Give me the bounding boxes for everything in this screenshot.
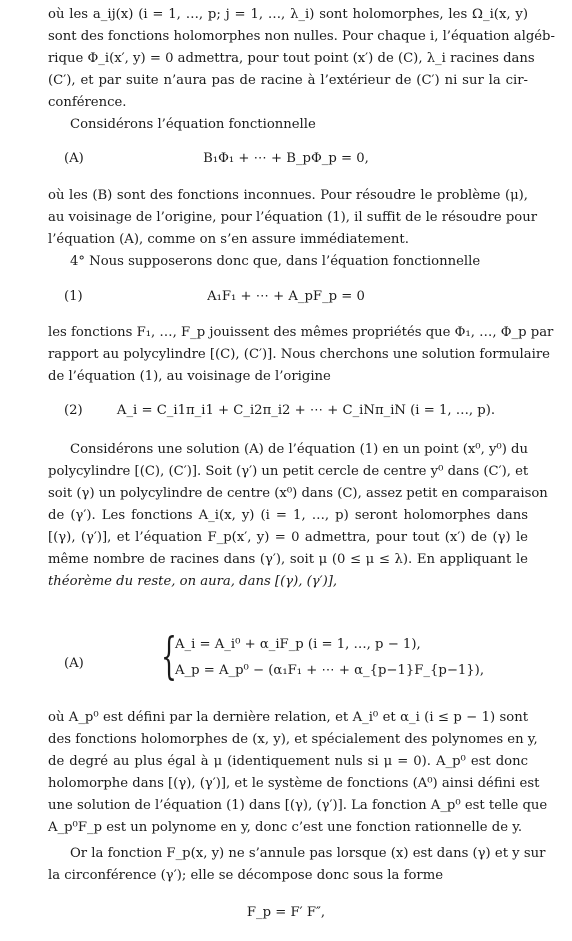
equation-1 [0, 287, 572, 307]
equation-body: B₁Φ₁ + ⋯ + B_pΦ_p = 0, [203, 151, 369, 166]
text-line: sont des fonctions holomorphes non nulles. Pour chaque i, l’équation algéb- [48, 29, 555, 44]
text-line: A_p⁰F_p est un polynome en y, donc c’est une fonction rationnelle de y. [48, 820, 523, 835]
system-row: A_p = A_p⁰ − (α₁F₁ + ⋯ + α_{p−1}F_{p−1}), [175, 663, 485, 678]
text-line: au voisinage de l’origine, pour l’équation (1), il suffit de le résoudre pour [48, 210, 538, 225]
text-line: une solution de l’équation (1) dans [(γ), (γ′)]. La fonction A_p⁰ est telle que [48, 798, 548, 813]
equation-label: (A) [64, 151, 84, 166]
equation-label: (A) [64, 656, 84, 671]
text-line: où A_p⁰ est défini par la dernière relation, et A_i⁰ et α_i (i ≤ p − 1) sont [48, 710, 528, 725]
text-line: les fonctions F₁, …, F_p jouissent des mêmes propriétés que Φ₁, …, Φ_p par [48, 325, 554, 340]
text-line: polycylindre [(C), (C′)]. Soit (γ′) un petit cercle de centre y⁰ dans (C′), et [48, 464, 529, 479]
text-line: 4° Nous supposerons donc que, dans l’équation fonctionnelle [70, 254, 481, 269]
equation-label: (2) [64, 403, 83, 418]
text-line: holomorphe dans [(γ), (γ′)], et le système de fonctions (A⁰) ainsi défini est [48, 776, 540, 791]
equation-2 [0, 401, 572, 421]
text-line: conférence. [48, 95, 127, 110]
equation-body: A_i = C_i1π_i1 + C_i2π_i2 + ⋯ + C_iNπ_iN (i = 1, …, p). [116, 403, 496, 418]
equation-body: A₁F₁ + ⋯ + A_pF_p = 0 [207, 289, 365, 304]
text-line: de l’équation (1), au voisinage de l’origine [48, 369, 331, 384]
text-line: [(γ), (γ′)], et l’équation F_p(x′, y) = 0 admettra, pour tout (x′) de (γ) le [48, 530, 528, 545]
left-brace-icon: { [161, 627, 177, 685]
text-line: des fonctions holomorphes de (x, y), et spécialement des polynomes en y, [48, 732, 538, 747]
text-line: l’équation (A), comme on s’en assure immédiatement. [48, 232, 409, 247]
text-line: Or la fonction F_p(x, y) ne s’annule pas lorsque (x) est dans (γ) et y sur [70, 846, 546, 861]
text-line: soit (γ) un polycylindre de centre (x⁰) dans (C), assez petit en comparaison [48, 486, 548, 501]
system-row: A_i = A_i⁰ + α_iF_p (i = 1, …, p − 1), [175, 637, 421, 652]
text-line: théorème du reste, on aura, dans [(γ), (γ′)], [48, 574, 338, 589]
text-line: où les (B) sont des fonctions inconnues. Pour résoudre le problème (μ), [48, 188, 528, 203]
text-line: (C′), et par suite n’aura pas de racine à l’extérieur de (C′) ni sur la cir- [48, 73, 528, 88]
equation-label: (1) [64, 289, 83, 304]
text-line: la circonférence (γ′); elle se décompose donc sous la forme [48, 868, 444, 883]
text-line: où les a_ij(x) (i = 1, …, p; j = 1, …, λ_i) sont holomorphes, les Ω_i(x, y) [48, 7, 528, 22]
text-line: rique Φ_i(x′, y) = 0 admettra, pour tout point (x′) de (C), λ_i racines dans [48, 51, 535, 66]
text-line: de degré au plus égal à μ (identiquement nuls si μ = 0). A_p⁰ est donc [48, 754, 528, 769]
text-line: Considérons une solution (A) de l’équation (1) en un point (x⁰, y⁰) du [70, 442, 528, 457]
text-line: de (γ′). Les fonctions A_i(x, y) (i = 1, …, p) seront holomorphes dans [48, 508, 528, 523]
text-line: même nombre de racines dans (γ′), soit μ (0 ≤ μ ≤ λ). En appliquant le [48, 552, 528, 567]
equation-3: F_p = F′ F″, [246, 905, 326, 920]
system-A [161, 627, 501, 686]
text-line: rapport au polycylindre [(C), (C′)]. Nous cherchons une solution formulaire [48, 347, 550, 362]
text-line: Considérons l’équation fonctionnelle [70, 117, 316, 132]
equation-A-first [0, 149, 572, 169]
